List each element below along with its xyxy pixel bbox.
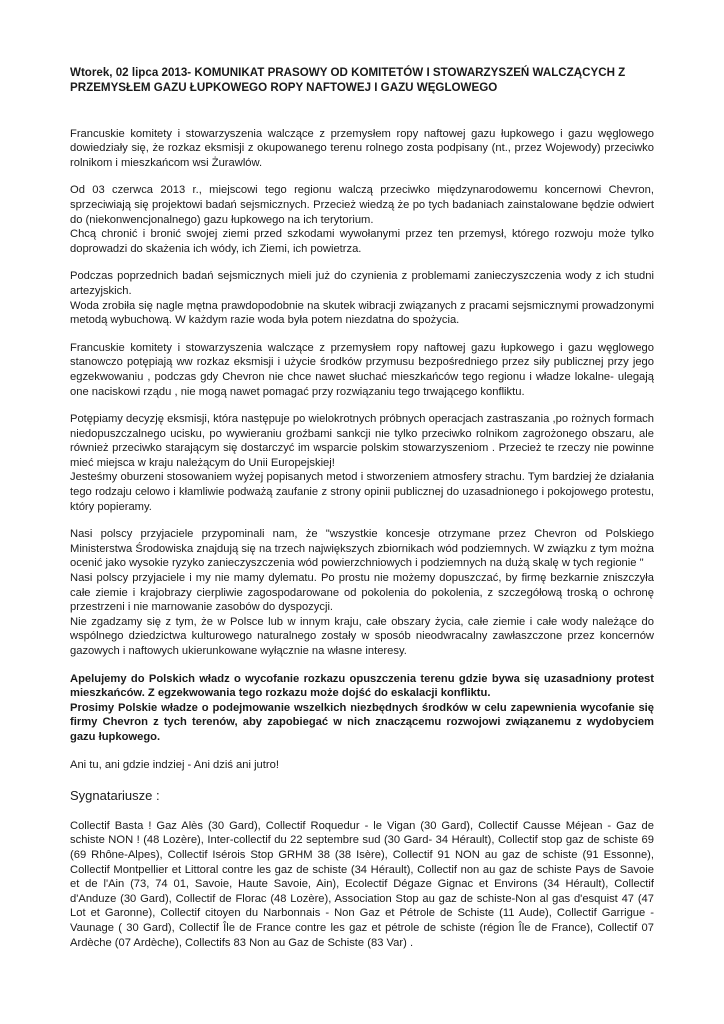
paragraph-3: Chcą chronić i bronić swojej ziemi przed szkodami wywołanymi przez ten przemysł, którego rozwoju może tylko doprowadzi do skażenia ich wódy, ich Ziemi, ich powietrza. — [70, 228, 654, 255]
paragraph-4: Podczas poprzednich badań sejsmicznych mieli już do czynienia z problemami zanieczyszczenia wody z ich studni artezyjskich. — [70, 270, 654, 297]
paragraph-10: Nasi polscy przyjaciele i my nie mamy dylematu. Po prostu nie możemy dopuszczać, by firmę bezkarnie zniszczyła całe ziemie i krajobrazy cierpliwie zagospodarowane od pokolenia do pokolenia, z szczegółową troską o ochronę przestrzeni i nie marnowanie zasobów do dyspozycji. — [70, 572, 654, 614]
closing-line: Ani tu, ani gdzie indziej - Ani dziś ani jutro! — [70, 758, 279, 771]
paragraph-5: Woda zrobiła się nagle mętna prawdopodobnie na skutek wibracji związanych z pracami sejsmicznymi prowadzonymi metodą wybuchową. W każdym razie woda była potem niezdatna do spożycia. — [70, 299, 654, 327]
paragraph-6: Francuskie komitety i stowarzyszenia walczące z przemysłem ropy naftowej gazu łupkowego i gazu węglowego stanowczo potępiają ww rozkaz eksmisji i użycie środków przymusu bezpośredniego przez siły publicznej przy jego egzekwowaniu , podczas gdy Chevron nie chce nawet słuchać mieszkańców tego regionu i władze lokalne- ulegają one naciskowi rządu , nie mogą nawet pomagać przy rozwiązaniu tego trwającego konfliktu. — [70, 341, 654, 398]
document-page — [70, 66, 654, 950]
document-title: Wtorek, 02 lipca 2013- KOMUNIKAT PRASOWY OD KOMITETÓW I STOWARZYSZEŃ WALCZĄCYCH Z PRZEMYSŁEM GAZU ŁUPKOWEGO ROPY NAFTOWEJ I GAZU WĘGLOWEGO — [70, 66, 626, 94]
paragraph-2: Od 03 czerwca 2013 r., miejscowi tego regionu walczą przeciwko międzynarodowemu koncernowi Chevron, sprzeciwiają się projektowi badań sejsmicznych. Przecież wiedzą że po tych badaniach zainstalowane będzie odwiert do (niekonwencjonalnego) gazu łupkowego na ich terytorium. — [70, 184, 654, 226]
signatories-heading: Sygnatariusze : — [70, 788, 160, 804]
paragraph-7: Potępiamy decyzję eksmisji, która następuje po wielokrotnych próbnych operacjach zastraszania ,po rożnych formach niedopuszczalnego ucisku, po wywieraniu groźbami sankcji nie tylko przeciwko rolnikom zagrożonego obszaru, ale również przeciwko starającym się dostarczyć im wsparcie polskim stowarzyszeniom . Przecież te rzeczy nie powinne mieć miejsca w kraju należącym do Unii Europejskiej! — [70, 413, 654, 469]
paragraph-11: Nie zgadzamy się z tym, że w Polsce lub w innym kraju, całe obszary życia, całe ziemie i całe wody należące do wspólnego dziedzictwa kulturowego naturalnego zostały w sposób nieodwracalny zawłaszczone przez koncernów gazowych i naftowych ukierunkowane wyłącznie na własne interesy. — [70, 615, 654, 657]
paragraph-1: Francuskie komitety i stowarzyszenia walczące z przemysłem ropy naftowej gazu łupkowego i gazu węglowego dowiedziały się, że rozkaz eksmisji z okupowanego terenu rolnego zosta podpisany (nt., przez Wojewody) przeciwko rolnikom i mieszkańcom wsi Żurawlów. — [70, 127, 654, 169]
appeal-paragraph-2: Prosimy Polskie władze o podejmowanie wszelkich niezbędnych środków w celu zapewnienia wycofanie się firmy Chevron z tych terenów, aby zapobiegać w nich znaczącemu rozwojowi związanemu z wydobyciem gazu łupkowego. — [70, 701, 654, 743]
paragraph-8: Jesteśmy oburzeni stosowaniem wyżej popisanych metod i stworzeniem atmosfery strachu. Tym bardziej że działania tego rodzaju celowo i kłamliwie podważą zaufanie z strony opinii publicznej do uzasadnionego i pokojowego protestu, który popieramy. — [70, 471, 654, 513]
paragraph-9: Nasi polscy przyjaciele przypominali nam, że "wszystkie koncesje otrzymane przez Chevron od Polskiego Ministerstwa Środowiska znajdują się na trzech największych zbiornikach wód podziemnych. W związku z tym można ocenić jako wysokie ryzyko zanieczyszczenia wód powierzchniowych i podziemnych na dużą skalę w tych regionie " — [70, 528, 654, 570]
appeal-paragraph-1: Apelujemy do Polskich władz o wycofanie rozkazu opuszczenia terenu gdzie bywa się uzasadniony protest mieszkańców. Z egzekwowania tego rozkazu może dojść do eskalacji konfliktu. — [70, 672, 654, 700]
signatories-list: Collectif Basta ! Gaz Alès (30 Gard), Collectif Roquedur - le Vigan (30 Gard), Collectif Causse Méjean - Gaz de schiste NON ! (48 Lozère), Inter-collectif du 22 septembre sud (30 Gard- 34 Hérault), Collectif stop gaz de schiste 69 (69 Rhône-Alpes), Collectif Isérois Stop GRHM 38 (38 Isère), Collectif 91 NON au gaz de schiste (91 Essonne), Collectif Montpellier et Littoral contre les gaz de schiste (34 Hérault), Collectif non au gaz de schiste Pays de Savoie et de l'Ain (73, 74 01, Savoie, Haute Savoie, Ain), Ecolectif Dégaze Gignac et Environs (34 Hérault), Collectif d'Anduze (30 Gard), Collectif de Florac (48 Lozère), Association Stop au gaz de schiste-Non al gas d'esquist 47 (47 Lot et Garonne), Collectif citoyen du Narbonnais - Non Gaz et Pétrole de Schiste (11 Aude), Collectif Garrigue - Vaunage ( 30 Gard), Collectif Île de France contre les gaz et pétrole de schiste (région Île de France), Collectif 07 Ardèche (07 Ardèche), Collectifs 83 Non au Gaz de Schiste (83 Var) . — [70, 819, 654, 949]
